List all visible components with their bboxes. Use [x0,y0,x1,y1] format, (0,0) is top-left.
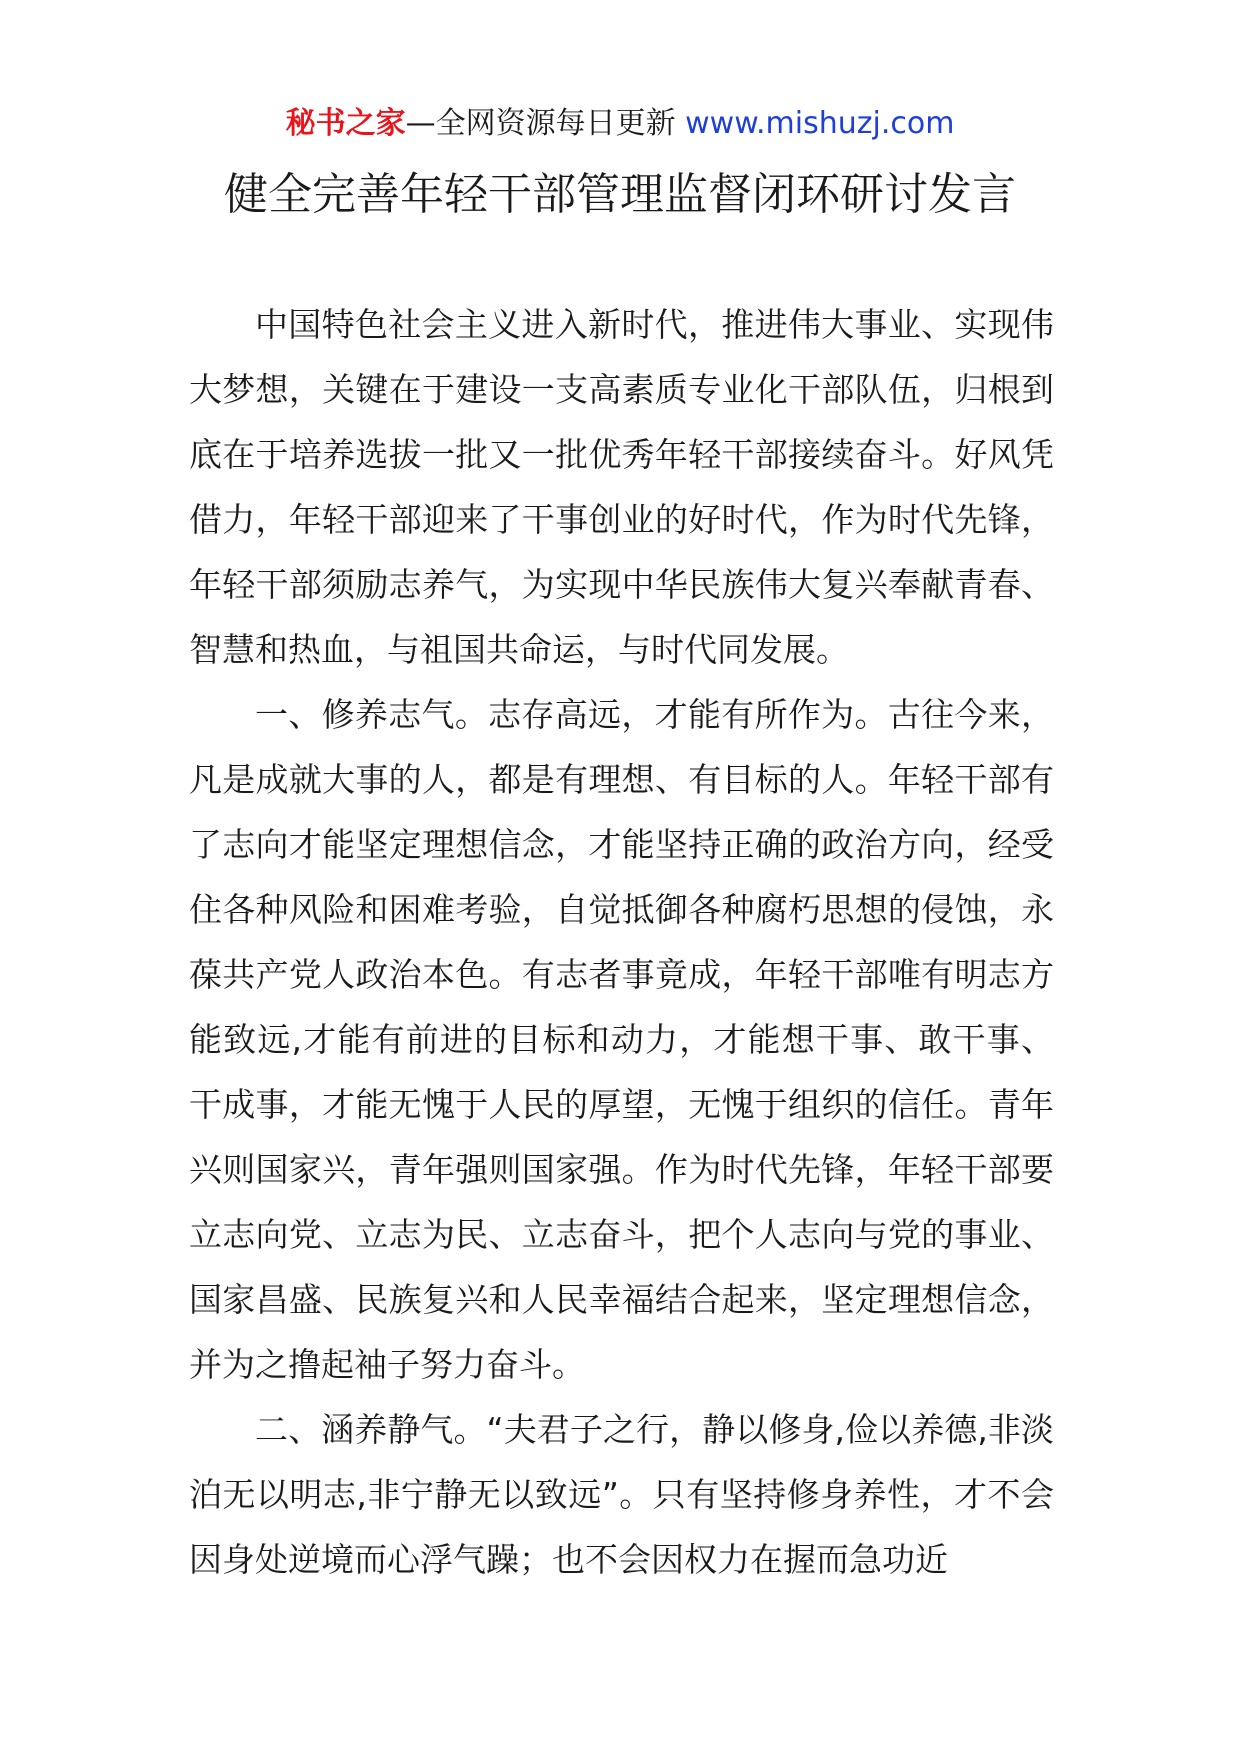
paragraph-section-2: 二、涵养静气。“夫君子之行，静以修身,俭以养德,非淡泊无以明志,非宁静无以致远”。只有坚持修身养性，才不会因身处逆境而心浮气躁；也不会因权力在握而急功近 [189,1410,1054,1579]
document-body [189,292,1054,1592]
document-title: 健全完善年轻干部管理监督闭环研讨发言 [224,169,1016,220]
paragraph-intro: 中国特色社会主义进入新时代，推进伟大事业、实现伟大梦想，关键在于建设一支高素质专业化干部队伍，归根到底在于培养选拔一批又一批优秀年轻干部接续奋斗。好风凭借力，年轻干部迎来了干事创业的好时代，作为时代先锋，年轻干部须励志养气，为实现中华民族伟大复兴奉献青春、智慧和热血，与祖国共命运，与时代同发展。 [189,305,1054,669]
site-tagline: —全网资源每日更新 [405,106,676,141]
paragraph-section-1: 一、修养志气。志存高远，才能有所作为。古往今来，凡是成就大事的人，都是有理想、有目标的人。年轻干部有了志向才能坚定理想信念，才能坚持正确的政治方向，经受住各种风险和困难考验，自觉抵御各种腐朽思想的侵蚀，永葆共产党人政治本色。有志者事竟成，年轻干部唯有明志方能致远,才能有前进的目标和动力，才能想干事、敢干事、干成事，才能无愧于人民的厚望，无愧于组织的信任。青年兴则国家兴，青年强则国家强。作为时代先锋，年轻干部要立志向党、立志为民、立志奋斗，把个人志向与党的事业、国家昌盛、民族复兴和人民幸福结合起来，坚定理想信念，并为之撸起袖子努力奋斗。 [189,695,1054,1384]
site-brand: 秘书之家 [285,106,406,141]
site-url-link[interactable]: www.mishuzj.com [685,106,955,141]
site-header [0,104,1240,144]
